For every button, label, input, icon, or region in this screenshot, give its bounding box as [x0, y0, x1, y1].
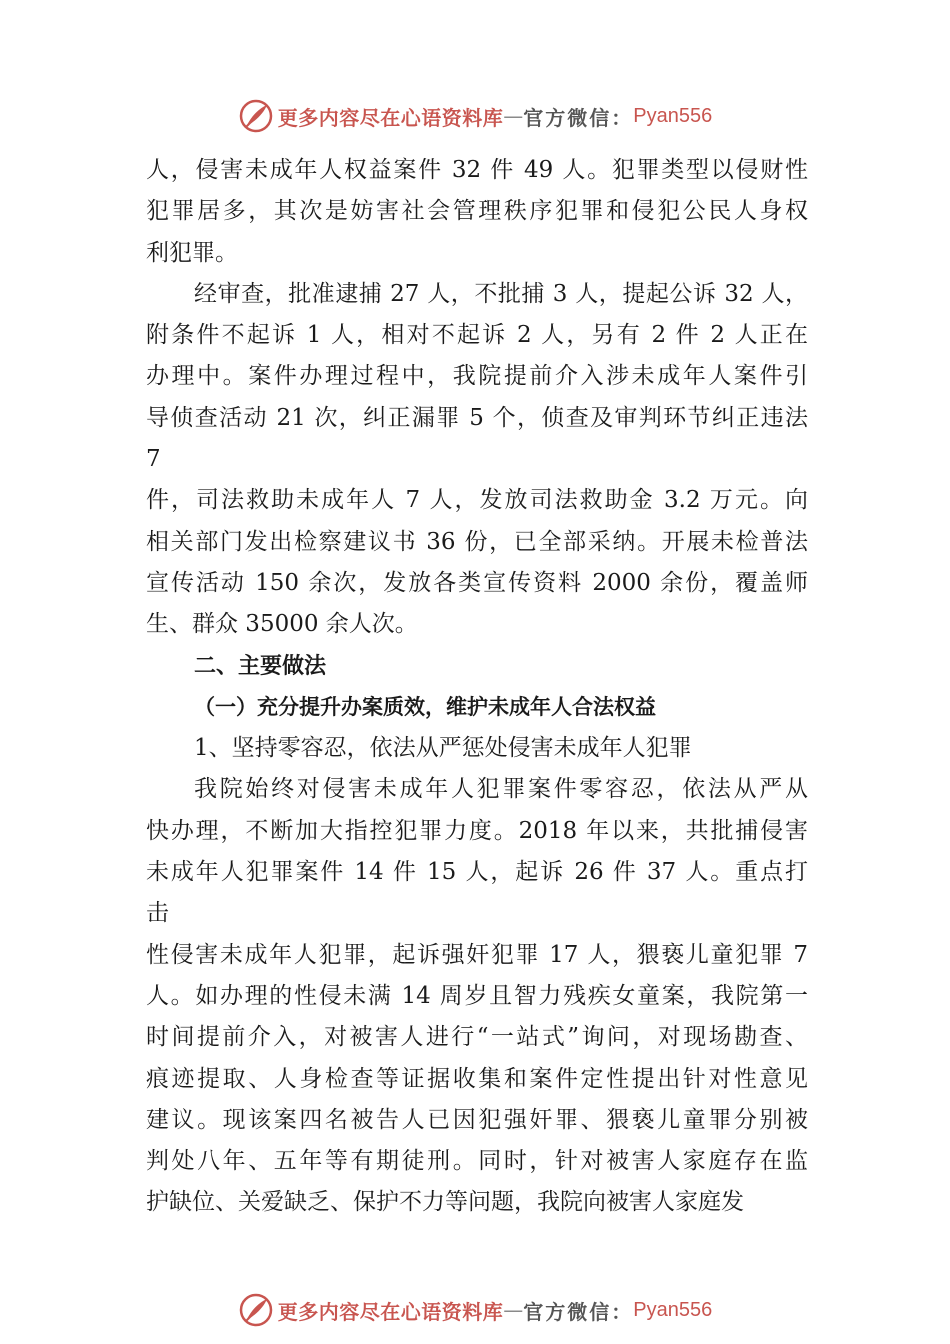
header-watermark-banner [0, 96, 950, 136]
banner-main-text: 更多内容尽在心语资料库 [277, 1299, 504, 1324]
section-heading: 二、主要做法 [194, 653, 327, 679]
body-line: 时间提前介入，对被害人进行“一站式”询问，对现场勘查、 [146, 1024, 808, 1051]
body-line: 利犯罪。 [146, 239, 238, 266]
body-line: 判处八年、五年等有期徒刑。同时，针对被害人家庭存在监 [146, 1148, 808, 1175]
body-line: 生、群众 35000 余人次。 [146, 611, 418, 638]
feather-pen-logo-icon [238, 98, 274, 134]
banner-main-text: 更多内容尽在心语资料库 [277, 105, 504, 130]
body-line: 宣传活动 150 余次，发放各类宣传资料 2000 余份，覆盖师 [146, 569, 808, 596]
subsection-heading: （一）充分提升办案质效，维护未成年人合法权益 [194, 694, 656, 719]
banner-wechat-id: Pyan556 [633, 1298, 713, 1321]
body-line: 我院始终对侵害未成年人犯罪案件零容忍，依法从严从 [194, 776, 808, 803]
banner-separator: — [503, 104, 524, 128]
document-body [146, 150, 808, 1224]
body-line: 7 [146, 446, 161, 473]
body-line: 相关部门发出检察建议书 36 份，已全部采纳。开展未检普法 [146, 528, 808, 555]
body-line: 办理中。案件办理过程中，我院提前介入涉未成年人案件引 [146, 363, 808, 390]
body-line: 快办理，不断加大指控犯罪力度。2018 年以来，共批捕侵害 [146, 817, 808, 844]
body-line: 经审查，批准逮捕 27 人，不批捕 3 人，提起公诉 32 人， [194, 280, 808, 307]
body-line: 犯罪居多，其次是妨害社会管理秩序犯罪和侵犯公民人身权 [146, 198, 808, 225]
body-line: 痕迹提取、人身检查等证据收集和案件定性提出针对性意见 [146, 1065, 808, 1092]
banner-wechat-id: Pyan556 [633, 104, 713, 127]
body-line: 附条件不起诉 1 人，相对不起诉 2 人，另有 2 件 2 人正在 [146, 322, 808, 349]
body-line: 人。如办理的性侵未满 14 周岁且智力残疾女童案，我院第一 [146, 982, 808, 1009]
item-heading: 1、坚持零容忍，依法从严惩处侵害未成年人犯罪 [194, 735, 692, 762]
body-line: 建议。现该案四名被告人已因犯强奸罪、猥亵儿童罪分别被 [146, 1106, 808, 1133]
banner-label-text: 官方微信： [523, 1299, 634, 1324]
body-line: 导侦查活动 21 次，纠正漏罪 5 个，侦查及审判环节纠正违法 [146, 404, 808, 431]
feather-pen-logo-icon [238, 1292, 274, 1328]
body-line: 未成年人犯罪案件 14 件 15 人，起诉 26 件 37 人。重点打 [146, 859, 808, 886]
body-line: 件，司法救助未成年人 7 人，发放司法救助金 3.2 万元。向 [146, 487, 808, 514]
footer-watermark-banner [0, 1290, 950, 1330]
banner-label-text: 官方微信： [523, 105, 634, 130]
body-line: 性侵害未成年人犯罪，起诉强奸犯罪 17 人，猥亵儿童犯罪 7 [146, 941, 808, 968]
banner-separator: — [503, 1298, 524, 1322]
body-line: 击 [146, 900, 169, 927]
body-line: 护缺位、关爱缺乏、保护不力等问题，我院向被害人家庭发 [146, 1189, 744, 1216]
body-line: 人，侵害未成年人权益案件 32 件 49 人。犯罪类型以侵财性 [146, 157, 808, 183]
